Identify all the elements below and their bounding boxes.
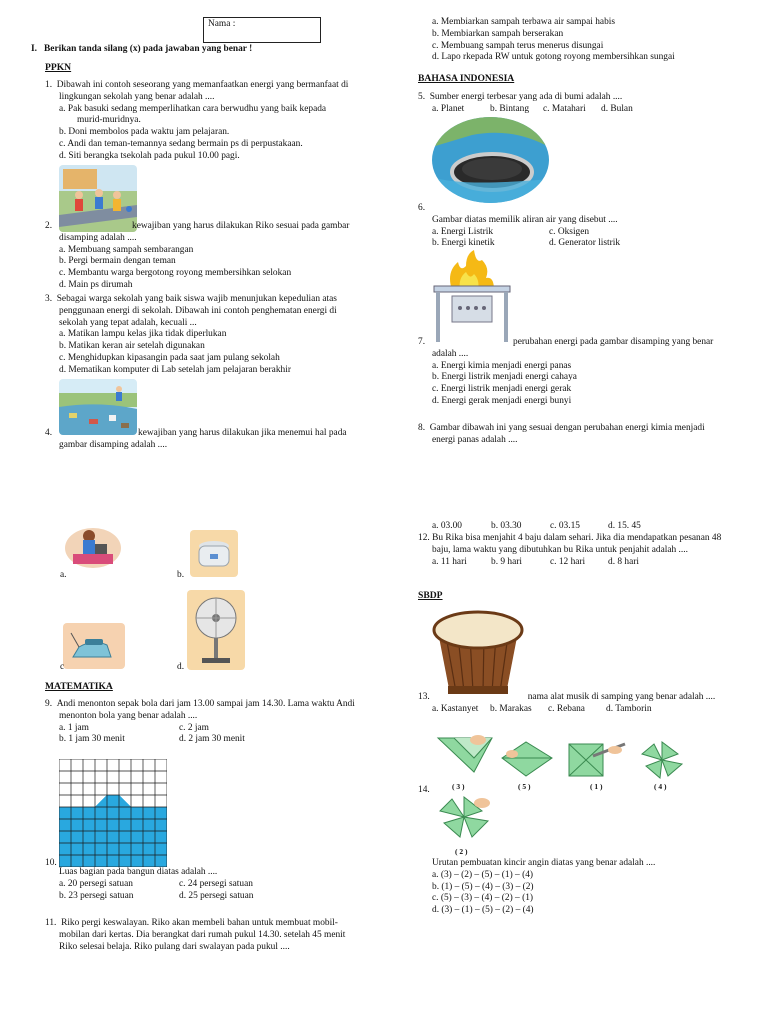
q4-option-c: c. Membuang sampah terus menerus disungai	[432, 40, 604, 51]
q8-label-a: a.	[60, 570, 67, 580]
q14-option-b: b. (1) – (5) – (4) – (3) – (2)	[432, 881, 534, 892]
q13-option-b: b. Marakas	[490, 703, 532, 714]
name-label: Nama :	[208, 19, 236, 29]
question-4-options	[418, 17, 748, 64]
q12-option-d: d. 8 hari	[608, 556, 639, 567]
q14-step-3-image	[434, 728, 496, 778]
q4-option-b: b. Membiarkan sampah berserakan	[432, 28, 564, 39]
instruction: I. Berikan tanda silang (x) pada jawaban yang benar !	[31, 44, 253, 54]
q5-option-a: a. Planet	[432, 103, 465, 114]
q8-label-c: c	[60, 662, 65, 672]
q5-option-d: d. Bulan	[601, 103, 633, 114]
q7-illustration-gas-stove-fire	[432, 250, 512, 345]
q5-option-b: b. Bintang	[490, 103, 530, 114]
q14-number: 14.	[418, 785, 430, 795]
q1-option-d: d. Siti berangka tsekolah pada pukul 10.00 pagi.	[59, 150, 240, 161]
section-sbdp: SBDP	[418, 590, 443, 601]
question-1: 1. Dibawah ini contoh seseorang yang memanfaatkan energi yang bermanfaat di lingkungan sekolah yang benar adalah .... a. Pak basuki sedang memperlihatkan cara berwudhu yang baik kepada murid-muridnya. b. Doni membolos pada waktu jam pelajaran. c. Andi dan teman-temannya sedang bermain ps di perpustakaan. d. Siti berangka tsekolah pada pukul 10.00 pagi.	[45, 80, 375, 162]
q3-option-c: c. Menghidupkan kipasangin pada saat jam pulang sekolah	[59, 352, 280, 363]
question-4: 4. kewajiban yang harus dilakukan jika menemui hal pada gambar disamping adalah ....	[45, 428, 347, 450]
q14-option-c: c. (5) – (3) – (4) – (2) – (1)	[432, 893, 534, 904]
question-9: 9. Andi menonton sepak bola dari jam 13.00 sampai jam 14.30. Lama waktu Andi menonton bola yang benar adalah .... a. 1 jam c. 2 jam b. 1 jam 30 menit d. 2 jam 30 menit	[45, 699, 355, 745]
q4-option-d: d. Lapo rkepada RW untuk gotong royong membersihkan sungai	[432, 52, 675, 63]
q3-option-b: b. Matikan keran air setelah digunakan	[59, 341, 205, 351]
question-11-options	[418, 521, 748, 533]
q14-step-2-image	[434, 793, 496, 841]
question-10: 10.	[45, 858, 57, 868]
q14-label-4: ( 4 )	[654, 782, 667, 791]
q11-option-c: c. 03.15	[550, 521, 580, 531]
question-2: 2. kewajiban yang harus dilakukan Riko sesuai pada gambar disamping adalah .... a. Membuang sampah sembarangan b. Pergi bermain dengan teman c. Membantu warga bergotong royong membersihkan selokan d. Main ps dirumah	[45, 221, 375, 292]
q14-step-5-image	[498, 738, 556, 780]
q6-option-a: a. Energi Listrik	[432, 226, 494, 237]
q7-option-c: c. Energi listrik menjadi energi gerak	[432, 384, 572, 394]
q4-illustration-polluted-river	[59, 379, 137, 435]
q14-option-a: a. (3) – (2) – (5) – (1) – (4)	[432, 869, 534, 880]
q14-label-5: ( 5 )	[518, 782, 531, 791]
question-10-text: Luas bagian pada bangun diatas adalah .... a. 20 persegi satuan c. 24 persegi satuan b. 23 persegi satuan d. 25 persegi satuan	[45, 867, 385, 902]
q2-option-c: c. Membantu warga bergotong royong membersihkan selokan	[59, 268, 292, 278]
q2-option-b: b. Pergi bermain dengan teman	[59, 256, 176, 267]
q10-option-b: b. 23 persegi satuan	[59, 890, 134, 901]
q10-option-a: a. 20 persegi satuan	[59, 878, 133, 889]
q13-option-a: a. Kastanyet	[432, 703, 479, 714]
question-5: 5. Sumber energi terbesar yang ada di bumi adalah .... a. Planet b. Bintang c. Matahari d. Bulan	[418, 92, 633, 114]
q8-option-d-fan-image[interactable]	[187, 590, 245, 670]
section-matematika: MATEMATIKA	[45, 681, 113, 692]
q9-option-a: a. 1 jam	[59, 722, 89, 733]
q2-option-d: d. Main ps dirumah	[59, 279, 133, 290]
q11-option-a: a. 03.00	[432, 521, 462, 531]
q8-option-a-cooking-image[interactable]	[63, 522, 123, 570]
q12-option-b: b. 9 hari	[491, 556, 522, 567]
q10-grid-figure	[59, 759, 167, 867]
q14-option-d: d. (3) – (1) – (5) – (2) – (4)	[432, 905, 534, 915]
q8-option-c-iron-image[interactable]	[63, 623, 125, 669]
q14-label-1: ( 1 )	[590, 782, 603, 791]
q6-option-c: c. Oksigen	[549, 226, 590, 237]
question-8: 8. Gambar dibawah ini yang sesuai dengan perubahan energi kimia menjadi energi panas adalah ....	[418, 423, 705, 445]
q6-option-d: d. Generator listrik	[549, 238, 621, 249]
q13-option-c: c. Rebana	[548, 703, 585, 714]
q14-label-3: ( 3 )	[452, 782, 465, 791]
section-ppkn: PPKN	[45, 62, 72, 73]
q1-option-a: a. Pak basuki sedang memperlihatkan cara berwudhu yang baik kepada	[59, 103, 327, 114]
question-3: 3. Sebagai warga sekolah yang baik siswa wajib menunjukan kepedulian atas penggunaan energi di sekolah. Dibawah ini contoh penghematan energi di sekolah yang tepat adalah, kecuali ... a. Matikan lampu kelas jika tidak diperlukan b. Matikan keran air setelah digunakan c. Menghidupkan kipasangin pada saat jam pulang sekolah d. Mematikan komputer di Lab setelah jam pelajaran berakhir	[45, 294, 375, 376]
q10-option-d: d. 25 persegi satuan	[179, 890, 254, 901]
q8-label-b: b.	[177, 570, 185, 580]
q6-illustration-water-dam	[432, 117, 549, 203]
q3-option-d: d. Mematikan komputer di Lab setelah jam pelajaran berakhir	[59, 364, 291, 375]
question-12: 12. Bu Rika bisa menjahit 4 baju dalam sehari. Jika dia mendapatkan pesanan 48 baju, lama waktu yang dibutuhkan bu Rika untuk penjahit adalah .... a. 11 hari b. 9 hari c. 12 hari d. 8 hari	[418, 533, 722, 567]
q12-option-a: a. 11 hari	[432, 556, 467, 567]
q10-option-c: c. 24 persegi satuan	[179, 878, 253, 889]
question-11: 11. Riko pergi keswalayan. Riko akan membeli bahan untuk membuat mobil- mobilan dari kertas. Dia berangkat dari rumah pukul 14.30. setelah 45 menit Riko selesai belaja. Riko pulang dari swalayan pada pukul ....	[45, 918, 346, 952]
question-14: Urutan pembuatan kincir angin diatas yang benar adalah .... a. (3) – (2) – (5) – (1) – (4) b. (1) – (5) – (4) – (3) – (2) c. (5) – (3) – (4) – (2) – (1) d. (3) – (1) – (5) – (2) – (4)	[418, 858, 748, 917]
q14-step-4-image	[638, 740, 686, 780]
q9-option-b: b. 1 jam 30 menit	[59, 734, 125, 745]
question-7: 7. perubahan energi pada gambar disamping yang benar adalah .... a. Energi kimia menjadi energi panas b. Energi listrik menjadi energi cahaya c. Energi listrik menjadi energi gerak d. Energi gerak menjadi energi bunyi	[418, 337, 748, 408]
question-13: 13. nama alat musik di samping yang benar adalah .... a. Kastanyet b. Marakas c. Rebana d. Tamborin	[418, 692, 716, 714]
q8-option-b-rice-cooker-image[interactable]	[190, 530, 238, 577]
q9-option-d: d. 2 jam 30 menit	[179, 734, 245, 745]
q7-option-a: a. Energi kimia menjadi energi panas	[432, 360, 572, 371]
q8-label-d: d.	[177, 662, 185, 672]
q12-option-c: c. 12 hari	[550, 556, 586, 567]
q14-step-1-image	[563, 736, 627, 782]
q14-label-2: ( 2 )	[455, 847, 468, 856]
q13-illustration-drum	[432, 608, 524, 700]
q7-option-b: b. Energi listrik menjadi energi cahaya	[432, 372, 577, 383]
question-6: 6. Gambar diatas memilik aliran air yang disebut .... a. Energi Listrik c. Oksigen b. Energi kinetik d. Generator listrik	[418, 203, 748, 250]
q13-option-d: d. Tamborin	[606, 703, 652, 714]
q7-option-d: d. Energi gerak menjadi energi bunyi	[432, 395, 572, 406]
q11-option-b: b. 03.30	[491, 521, 522, 531]
name-box[interactable]	[203, 17, 321, 43]
section-bahasa-indonesia: BAHASA INDONESIA	[418, 73, 515, 84]
q5-option-c: c. Matahari	[543, 103, 586, 114]
q1-option-b: b. Doni membolos pada waktu jam pelajaran.	[59, 127, 230, 137]
q6-option-b: b. Energi kinetik	[432, 238, 495, 249]
q1-option-c: c. Andi dan teman-temannya sedang bermain ps di perpustakaan.	[59, 138, 303, 149]
q2-option-a: a. Membuang sampah sembarangan	[59, 244, 194, 255]
q4-option-a: a. Membiarkan sampah terbawa air sampai habis	[432, 17, 616, 27]
q9-option-c: c. 2 jam	[179, 722, 209, 733]
q3-option-a: a. Matikan lampu kelas jika tidak diperlukan	[59, 329, 227, 340]
q11-option-d: d. 15. 45	[608, 521, 641, 531]
